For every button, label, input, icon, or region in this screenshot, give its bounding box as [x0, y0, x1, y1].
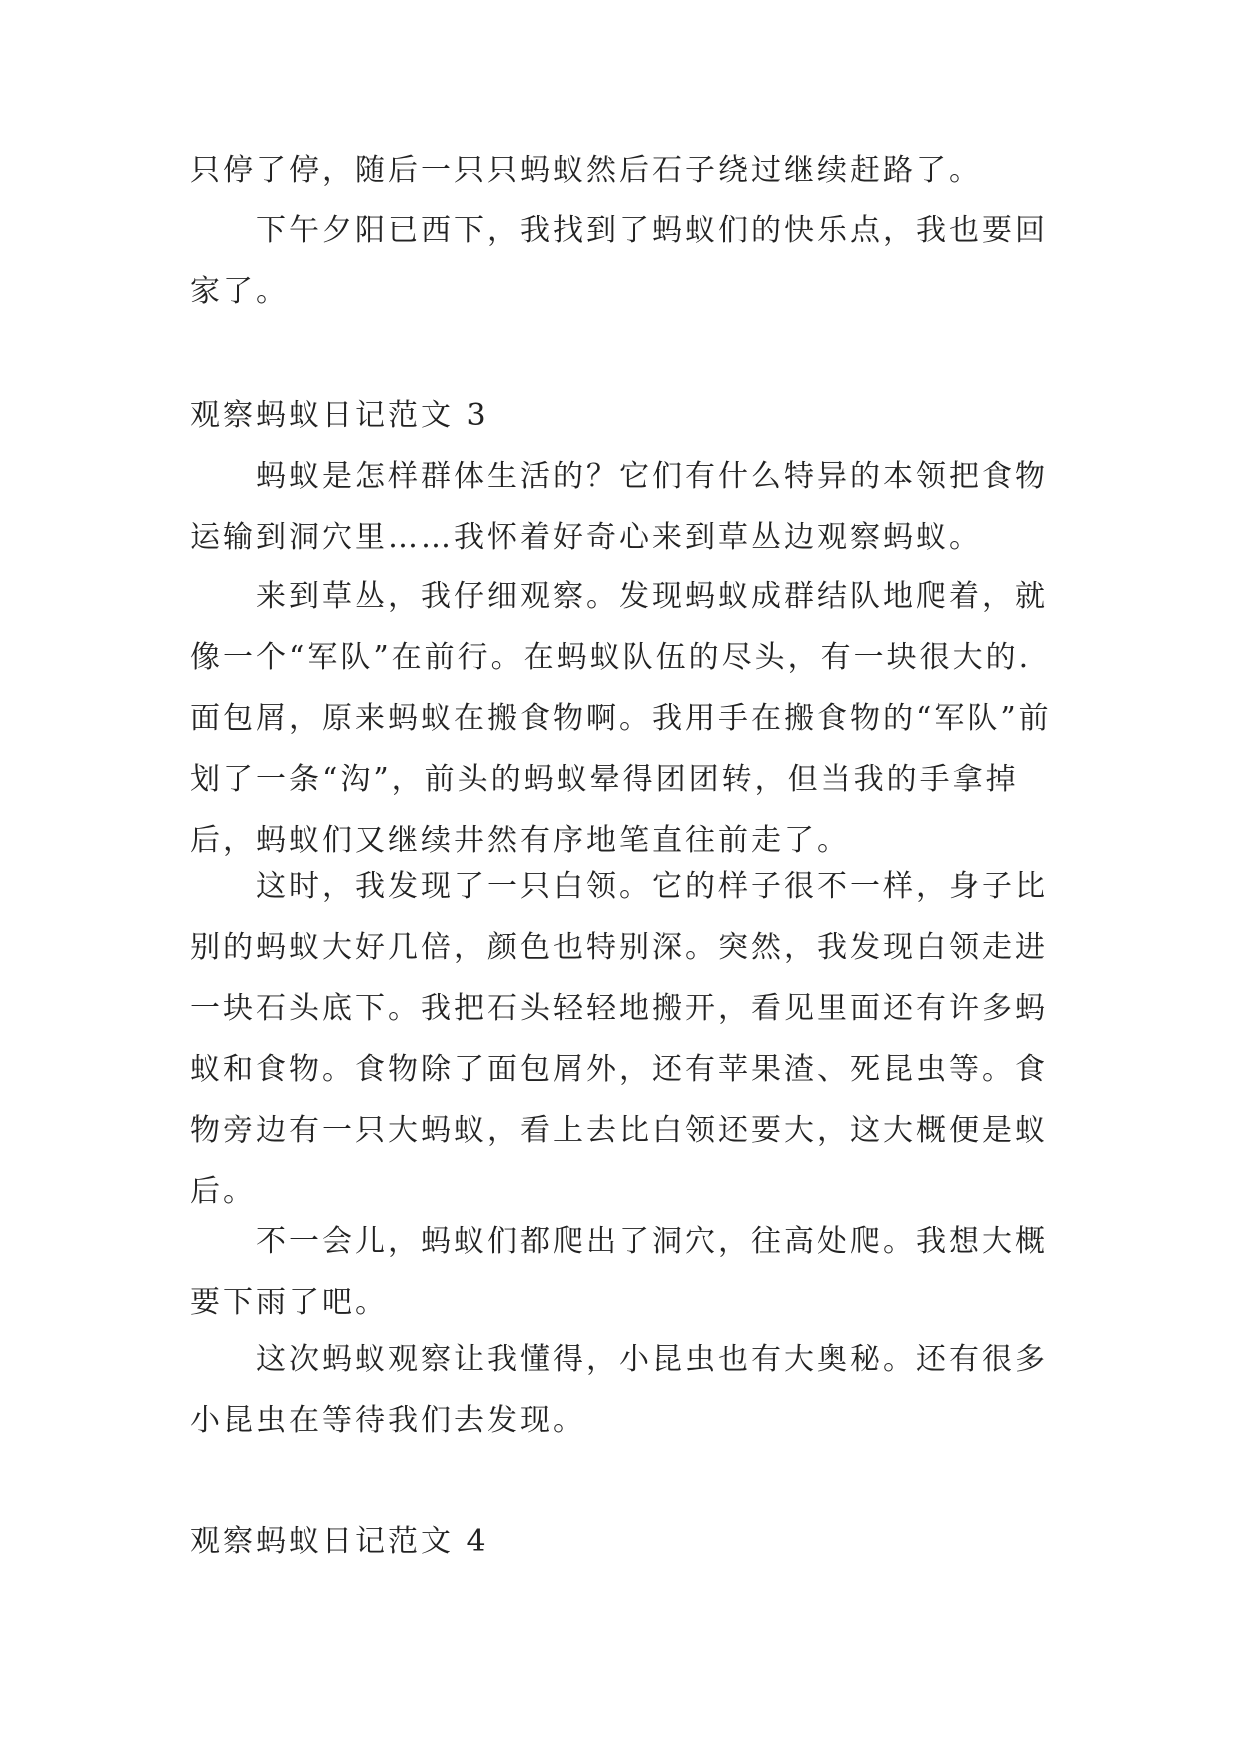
paragraph-sunset: 下午夕阳已西下，我找到了蚂蚁们的快乐点，我也要回家了。 [190, 213, 1048, 309]
paragraph-grass: 来到草丛，我仔细观察。发现蚂蚁成群结队地爬着，就像一个“军队”在前行。在蚂蚁队伍的尽头，有一块很大的.面包屑，原来蚂蚁在搬食物啊。我用手在搬食物的“军队”前划了一条“沟”，前头的蚂蚁晕得团团转，但当我的手拿掉后，蚂蚁们又继续井然有序地笔直往前走了。 [190, 579, 1052, 858]
paragraph-white-ant: 这时，我发现了一只白领。它的样子很不一样，身子比别的蚂蚁大好几倍，颜色也特别深。突然，我发现白领走进一块石头底下。我把石头轻轻地搬开，看见里面还有许多蚂蚁和食物。食物除了面包屑外，还有苹果渣、死昆虫等。食物旁边有一只大蚂蚁，看上去比白领还要大，这大概便是蚁后。 [190, 869, 1048, 1209]
paragraph-conclusion: 这次蚂蚁观察让我懂得，小昆虫也有大奥秘。还有很多小昆虫在等待我们去发现。 [190, 1342, 1048, 1438]
section-heading-4: 观察蚂蚁日记范文 4 [190, 1524, 489, 1559]
paragraph-rain: 不一会儿，蚂蚁们都爬出了洞穴，往高处爬。我想大概要下雨了吧。 [190, 1224, 1048, 1320]
section-heading-3: 观察蚂蚁日记范文 3 [190, 398, 489, 433]
paragraph-continuation: 只停了停，随后一只只蚂蚁然后石子绕过继续赶路了。 [190, 153, 982, 188]
paragraph-intro: 蚂蚁是怎样群体生活的？它们有什么特异的本领把食物运输到洞穴里……我怀着好奇心来到草丛边观察蚂蚁。 [190, 459, 1048, 555]
